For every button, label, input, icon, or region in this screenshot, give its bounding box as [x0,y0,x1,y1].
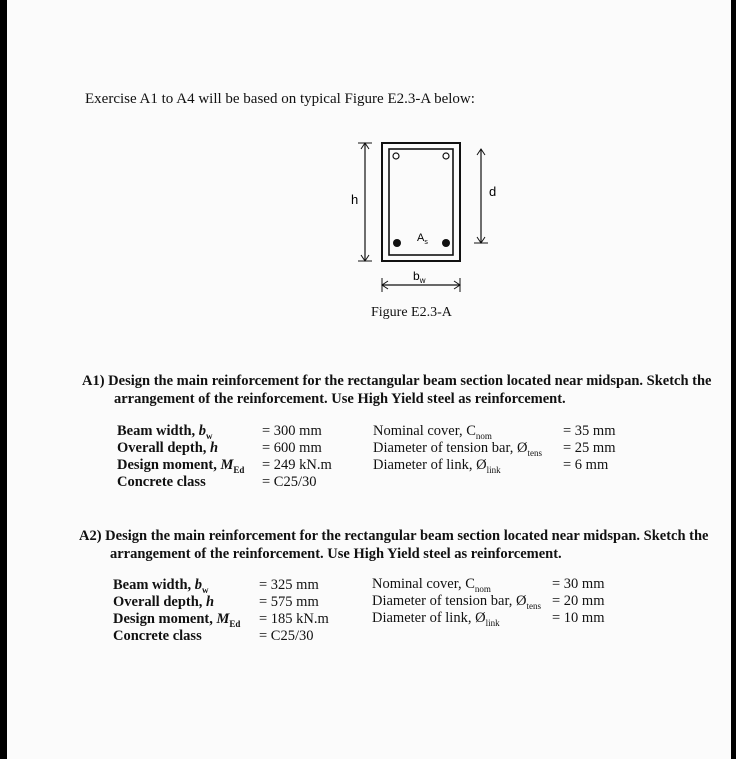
a2-nominal-cover-label: Nominal cover, $C_{nom}$ [372,576,491,594]
a1-tension-bar-label: Diameter of tension bar, $Ø_{tens}$ [373,440,542,458]
a1-link-label: Diameter of link, $Ø_{link}$ [373,457,501,475]
a2-question-line1: A2) Design the main reinforcement for the rectangular beam section located near midspan. Sketch the [79,528,709,544]
a2-concrete-class-label: Concrete class [113,628,202,644]
label-d: d [489,184,497,199]
a2-question-line2: arrangement of the reinforcement. Use High Yield steel as reinforcement. [110,546,562,562]
intro-text: Exercise A1 to A4 will be based on typical Figure E2.3-A below: [85,91,475,107]
a1-beam-width-label: Beam width, $b_w$ [117,423,213,441]
a2-overall-depth-value: = 575 mm [259,594,319,610]
a2-beam-width-value: = 325 mm [259,577,319,593]
a2-design-moment-label: Design moment, $M_{Ed}$ [113,611,241,629]
a1-tension-bar-value: = 25 mm [563,440,616,456]
a1-design-moment-value: = 249 kN.m [262,457,332,473]
top-bar-right [443,153,449,159]
a1-question-line1: A1) Design the main reinforcement for the rectangular beam section located near midspan. Sketch the [82,373,712,389]
a2-beam-width-label: Beam width, $b_w$ [113,577,209,595]
label-bw: $b_w$ [413,269,426,285]
top-bar-left [393,153,399,159]
tension-bar-right [442,239,450,247]
a1-nominal-cover-value: = 35 mm [563,423,616,439]
figure-caption: Figure E2.3-A [371,305,452,320]
a2-design-moment-value: = 185 kN.m [259,611,329,627]
a2-tension-bar-label: Diameter of tension bar, $Ø_{tens}$ [372,593,541,611]
a2-link-value: = 10 mm [552,610,605,626]
beam-section-figure [345,135,505,305]
a2-overall-depth-label: Overall depth, h [113,594,215,610]
a1-concrete-class-value: = C25/30 [262,474,317,490]
a2-concrete-class-value: = C25/30 [259,628,314,644]
a1-beam-width-value: = 300 mm [262,423,322,439]
a2-tension-bar-value: = 20 mm [552,593,605,609]
a1-design-moment-label: Design moment, $M_{Ed}$ [117,457,245,475]
document-page [7,0,731,759]
a2-nominal-cover-value: = 30 mm [552,576,605,592]
a1-concrete-class-label: Concrete class [117,474,206,490]
label-As: $A_s$ [417,232,428,246]
a1-overall-depth-label: Overall depth, h [117,440,219,456]
a1-link-value: = 6 mm [563,457,609,473]
a1-question-line2: arrangement of the reinforcement. Use High Yield steel as reinforcement. [114,391,566,407]
tension-bar-left [393,239,401,247]
a2-link-label: Diameter of link, $Ø_{link}$ [372,610,500,628]
a1-overall-depth-value: = 600 mm [262,440,322,456]
label-h: h [351,192,359,207]
a1-nominal-cover-label: Nominal cover, $C_{nom}$ [373,423,492,441]
